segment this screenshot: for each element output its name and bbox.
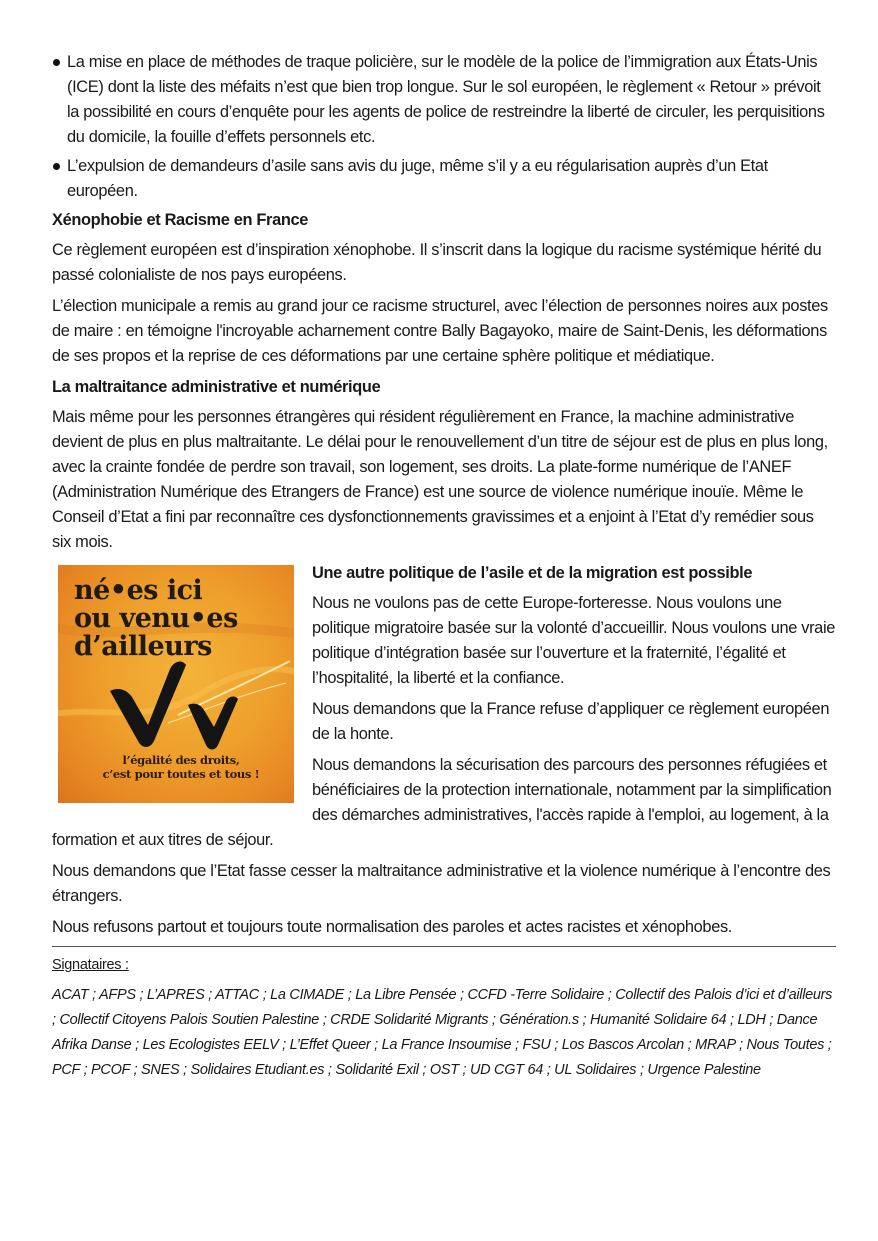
paragraph-maltraitance: Mais même pour les personnes étrangères qui résident régulièrement en France, la machine administrative devient de plus en plus maltraitante. Le délai pour le renouvellement d’un titre de séjour est de plus en plus long, avec la crainte fondée de perdre son travail, son logement, ses droits. La plate-forme numérique de l’ANEF (Administration Numérique des Etrangers de France) est une source de violence numérique inouïe. Même le Conseil d’Etat a fini par reconnaître ces dysfonctionnements gravissimes et a enjoint à l’Etat d’y remédier sous six mois. [52,408,828,551]
paragraph-europe-forteresse: Nous ne voulons pas de cette Europe-forteresse. Nous voulons une politique migratoire basée sur la volonté d’accueillir. Nous voulons une vraie politique d’intégration basée sur l’ouverture et la fraternité, l’égalité et l’hospitalité, la liberté et la confiance. [312,594,836,687]
campaign-poster-image [58,565,294,803]
bullet-item-expulsion: L’expulsion de demandeurs d’asile sans avis du juge, même s’il y a eu régularisation auprès d’un Etat européen. [52,154,836,204]
paragraph-xenophobie-2: L’élection municipale a remis au grand jour ce racisme structurel, avec l’élection de personnes noires aux postes de maire : en témoigne l'incroyable acharnement contre Bally Bagayoko, maire de Saint-Denis, les déformations de ses propos et la reprise de ces déformations par une certaine sphère politique et médiatique. [52,297,828,365]
signatories-list: ACAT ; AFPS ; L’APRES ; ATTAC ; La CIMADE ; La Libre Pensée ; CCFD -Terre Solidaire ; Collectif des Palois d’ici et d’ailleurs ; Collectif Citoyens Palois Soutien Palestine ; CRDE Solidarité Migrants ; Génération.s ; Humanité Solidaire 64 ; LDH ; Dance Afrika Danse ; Les Ecologistes EELV ; L’Effet Queer ; La France Insoumise ; FSU ; Los Bascos Arcolan ; MRAP ; Nous Toutes ; PCF ; PCOF ; SNES ; Solidaires Etudiant.es ; Solidarité Exil ; OST ; UD CGT 64 ; UL Solidaires ; Urgence Palestine [52,987,833,1078]
check-mark-small-icon [188,697,238,750]
paragraph-xenophobie-1: Ce règlement européen est d’inspiration xénophobe. Il s’inscrit dans la logique du racisme systémique hérité du passé colonialiste de nos pays européens. [52,241,822,284]
paragraph-demande-refus: Nous demandons que la France refuse d’appliquer ce règlement européen de la honte. [312,700,830,743]
poster-title-line-2: ou venu•es [74,603,238,634]
poster-subtitle-line-1: l’égalité des droits, [122,753,240,767]
poster-subtitle [76,753,286,781]
paragraph-refus-racisme: Nous refusons partout et toujours toute normalisation des paroles et actes racistes et xénophobes. [52,918,733,936]
poster-title-line-1: né•es ici [74,575,203,606]
paragraph-demande-maltraitance: Nous demandons que l’Etat fasse cesser la maltraitance administrative et la violence numérique à l’encontre des étrangers. [52,862,831,905]
measures-bullet-list [52,50,836,204]
document-page [52,50,836,1083]
heading-maltraitance: La maltraitance administrative et numérique [52,378,381,396]
heading-xenophobie: Xénophobie et Racisme en France [52,211,309,229]
signatories-label: Signataires : [52,957,129,973]
poster-subtitle-line-2: c’est pour toutes et tous ! [102,767,260,781]
bullet-item-police: La mise en place de méthodes de traque policière, sur le modèle de la police de l’immigration aux États-Unis (ICE) dont la liste des méfaits n’est que bien trop longue. Sur le sol européen, le règlement « Retour » prévoit la possibilité en cours d’enquête pour les agents de police de restreindre la liberté de circuler, les perquisitions du domicile, la fouille d’effets personnels etc. [52,50,836,150]
signatories-divider [52,946,836,947]
heading-autre-politique: Une autre politique de l’asile et de la migration est possible [312,564,753,582]
paragraph-demande-securisation: Nous demandons la sécurisation des parcours des personnes réfugiées et bénéficiaires de la protection internationale, notamment par la simplification des démarches administratives, l'accès rapide à l'emploi, au logement, à la formation et aux titres de séjour. [52,756,832,849]
poster-title [74,577,284,661]
poster-title-line-3: d’ailleurs [74,631,212,662]
